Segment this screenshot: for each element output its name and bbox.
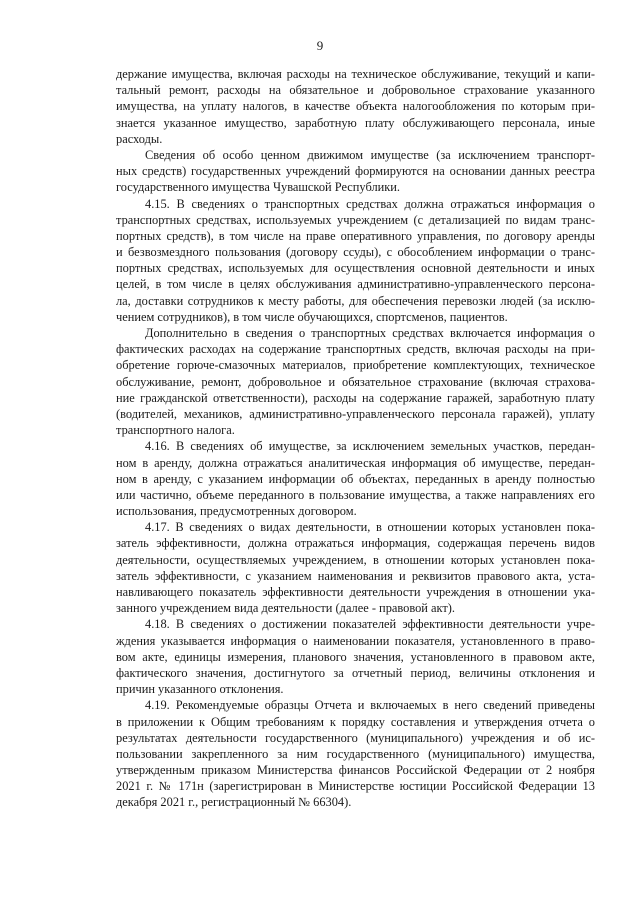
text-line: утвержденным приказом Министерства финансов Российской Федерации от 2 ноября	[116, 763, 595, 778]
text-line: 2021 г. № 171н (зарегистрирован в Министерстве юстиции Российской Федерации 13	[116, 779, 595, 794]
text-line: 4.16. В сведениях об имуществе, за исключением земельных участков, передан-	[145, 439, 595, 454]
text-line: ние гражданской ответственности), расходы на содержание гаражей, заработную плату	[116, 390, 595, 405]
paragraph	[116, 697, 595, 810]
paragraph	[116, 616, 595, 697]
text-line: тальный ремонт, расходы на обязательное и добровольное страхование указанного	[116, 83, 595, 98]
paragraph	[116, 325, 595, 438]
text-line: держание имущества, включая расходы на техническое обслуживание, текущий и капи-	[116, 67, 595, 81]
text-line: портных средствах, используемых для осуществления основной деятельности и иных	[116, 261, 595, 276]
text-line: пользовании закрепленного за ним государственного (муниципального) имущества,	[116, 746, 595, 761]
text-line: ном в аренду, с указанием информации об объектах, переданных в аренду полностью	[116, 471, 595, 486]
text-line: обслуживание, ремонт, добровольное и обязательное страхование (включая страхова-	[116, 374, 595, 389]
text-line: фактического значения, достигнутого за отчетный период, величины отклонения и	[116, 665, 595, 680]
text-line: результатах деятельности государственного (муниципального) учреждения и об ис-	[116, 730, 595, 745]
paragraph	[116, 438, 595, 519]
document-body	[116, 66, 595, 811]
text-line: транспортного налога.	[116, 423, 235, 438]
text-line: 4.17. В сведениях о видах деятельности, в отношении которых установлен пока-	[145, 520, 595, 535]
text-line: ных средств) государственных учреждений формируются на основании данных реестра	[116, 164, 595, 179]
text-line: навливающего показатель эффективности деятельности учреждения в отношении ука-	[116, 585, 595, 599]
paragraph	[116, 147, 595, 196]
text-line: 4.19. Рекомендуемые образцы Отчета и включаемых в него сведений приведены	[145, 698, 595, 713]
text-line: Дополнительно в сведения о транспортных средствах включается информация о	[145, 326, 595, 340]
text-line: затель эффективности, с указанием наименования и реквизитов правового акта, уста-	[116, 568, 595, 583]
text-line: государственного имущества Чувашской Республики.	[116, 180, 401, 195]
text-line: ждения указывается информация о наименовании показателя, установленного в право-	[116, 633, 595, 648]
text-line: расходы.	[116, 131, 163, 146]
text-line: имущества, на уплату налогов, в качестве объекта налогообложения по которым при-	[116, 99, 595, 114]
text-line: 4.18. В сведениях о достижении показателей эффективности деятельности учре-	[145, 617, 595, 632]
text-line: деятельности, осуществляемых учреждением, в отношении которых установлен пока-	[116, 552, 595, 567]
text-line: 4.15. В сведениях о транспортных средствах должна отражаться информация о	[145, 196, 595, 211]
text-line: чением сотрудников), в том числе обучающихся, спортсменов, пациентов.	[116, 309, 508, 324]
text-line: и безвозмездного пользования (договору ссуды), с обособлением информации о транс-	[116, 245, 595, 260]
text-line: вом акте, единицы измерения, планового значения, установленного в правовом акте,	[116, 649, 595, 664]
text-line: знается указанное имущество, заработную плату обслуживающего персонала, иные	[116, 115, 595, 130]
text-line: занного учреждением вида деятельности (далее - правовой акт).	[116, 601, 456, 616]
text-line: затель эффективности, должна отражаться информация, содержащая перечень видов	[116, 536, 595, 551]
text-line: Сведения об особо ценном движимом имуществе (за исключением транспорт-	[145, 147, 595, 162]
text-line: фактических расходах на содержание транспортных средств, включая расходы на при-	[116, 342, 595, 357]
paragraph	[116, 519, 595, 616]
text-line: использования, предусмотренных договором.	[116, 504, 357, 519]
page-number: 9	[316, 38, 324, 53]
text-line: ном в аренду, должна отражаться аналитическая информация об имуществе, передан-	[116, 455, 595, 470]
text-line: причин указанного отклонения.	[116, 682, 284, 697]
text-line: транспортных средствах, используемых учреждением (с детализацией по видам транс-	[116, 212, 595, 227]
text-line: (водителей, механиков, административно-управленческого персонала гаражей), уплату	[116, 406, 595, 421]
text-line: ла, доставки сотрудников к месту работы, для обеспечения перевозки людей (за исклю-	[116, 293, 595, 308]
paragraph	[116, 66, 595, 147]
paragraph	[116, 196, 595, 326]
text-line: обретение горюче-смазочных материалов, приобретение комплектующих, техническое	[116, 358, 595, 373]
text-line: или частично, объеме переданного в пользование имущества, а также направлениях его	[116, 487, 595, 502]
text-line: в приложении к Общим требованиям к порядку составления и утверждения отчета о	[116, 714, 595, 729]
text-line: декабря 2021 г., регистрационный № 66304).	[116, 795, 352, 810]
text-line: портных средств), в том числе на праве оперативного управления, по договору аренды	[116, 228, 595, 243]
text-line: целей, в том числе в целях обслуживания административно-управленческого персона-	[116, 277, 595, 292]
